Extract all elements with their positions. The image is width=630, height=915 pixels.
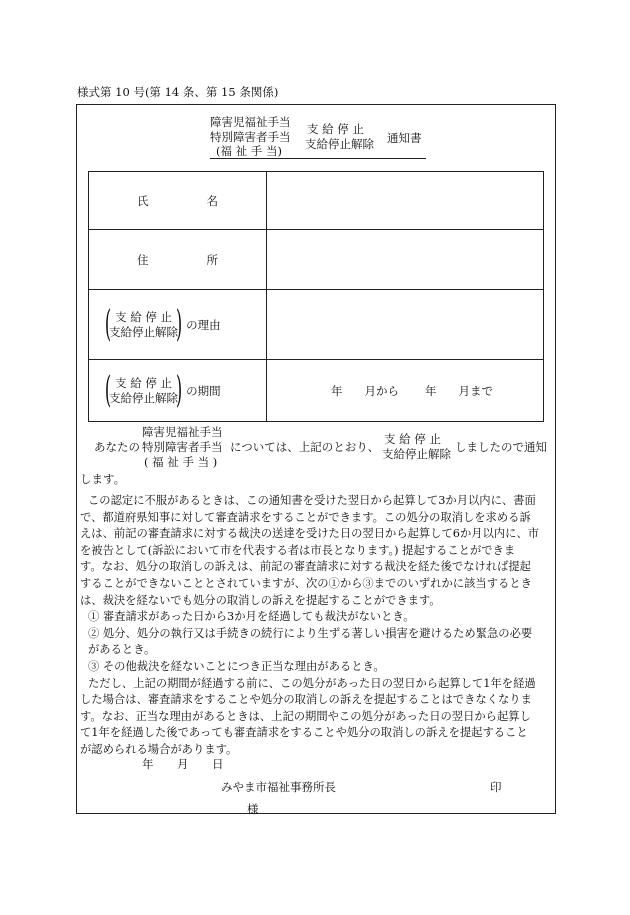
name-label-char-2: 名: [206, 193, 218, 208]
period-value-cell[interactable]: [267, 360, 544, 422]
body-line: す。なお、正当な理由があるときは、上記の期間やこの処分があった日の翌日から起算し: [80, 709, 531, 723]
body-line: した場合は、審査請求をすることや処分の取消しの訴えを提起することはできなくなりま: [80, 693, 532, 707]
reason-label-cell: [89, 290, 267, 360]
body-line: で、都道府県知事に対して審査請求をすることができます。この処分の取消しを求める訴: [80, 510, 531, 524]
period-start-year: 年: [331, 383, 343, 398]
name-value-cell[interactable]: [267, 172, 544, 230]
body-line: ① 審査請求があった日から3か月を経過しても裁決がないとき。: [88, 610, 415, 624]
info-table: [88, 171, 544, 422]
notice-action-2: 支給停止解除: [382, 447, 451, 461]
name-label-char-1: 氏: [137, 193, 149, 208]
body-line: ② 処分、処分の執行又は手続きの続行により生ずる著しい損害を避けるため緊急の必要: [88, 626, 533, 640]
period-end-year: 年: [425, 383, 437, 398]
body-line: することができないこととされていますが、次の①から③までのいずれかに該当するとき: [80, 576, 532, 590]
notice-end: します。: [80, 472, 126, 486]
header-underline: [210, 158, 426, 159]
table-row: [89, 290, 544, 360]
name-label-cell: [89, 172, 267, 230]
header-allowance-2: 特別障害者手当: [210, 129, 291, 144]
header-action-1: 支 給 停 止: [307, 122, 364, 136]
notice-allowance-3: ( 福 祉 手 当 ): [144, 455, 218, 469]
form-number-label: 様式第 10 号(第 14 条、第 15 条関係): [77, 85, 279, 99]
date-year: 年: [142, 757, 154, 771]
table-row: [89, 360, 544, 422]
date-month: 月: [177, 757, 189, 771]
body-line: があるとき。: [88, 643, 156, 657]
recipient-honorific: 様: [247, 802, 259, 816]
address-label-char-1: 住: [137, 252, 149, 267]
period-start-month: 月から: [364, 383, 399, 398]
address-value-cell[interactable]: [267, 230, 544, 290]
body-line: ③ その他裁決を経ないことにつき正当な理由があるとき。: [88, 659, 385, 673]
body-line: が認められる場合があります。: [80, 742, 238, 756]
notice-allowance-1: 障害児福祉手当: [142, 425, 223, 439]
body-line: は、裁決を経ないでも処分の取消しの訴えを提起することができます。: [80, 593, 441, 607]
seal-mark: 印: [490, 780, 502, 794]
reason-suffix: の理由: [186, 317, 221, 332]
reason-option-1: 支 給 停 止: [115, 309, 173, 324]
body-line: ただし、上記の期間が経過する前に、この処分があった日の翌日から起算して1年を経過: [88, 676, 536, 690]
body-line: て1年を経過した後であっても審査請求をすることや処分の取消しの訴えを提起すること: [80, 726, 528, 740]
notice-action-1: 支 給 停 止: [384, 432, 441, 446]
period-option-1: 支 給 停 止: [115, 375, 173, 390]
header-allowance-1: 障害児福祉手当: [210, 115, 291, 129]
period-end-month: 月まで: [458, 383, 493, 398]
header-action-list: [305, 122, 374, 151]
appeal-instructions: [80, 493, 555, 759]
period-suffix: の期間: [186, 383, 221, 398]
address-label-cell: [89, 230, 267, 290]
header-allowance-list: [210, 115, 291, 159]
close-paren-icon: ): [175, 369, 183, 411]
period-option-2: 支給停止解除: [109, 390, 179, 405]
period-label-cell: [89, 360, 267, 422]
notice-allowance-2: 特別障害者手当: [142, 440, 223, 454]
reason-value-cell[interactable]: [267, 290, 544, 360]
address-label-char-2: 所: [206, 252, 218, 267]
open-paren-icon: (: [104, 369, 112, 411]
issuer-name: みやま市福祉事務所長: [221, 780, 336, 794]
table-row: [89, 172, 544, 230]
table-row: [89, 230, 544, 290]
notice-middle: については、上記のとおり、: [230, 440, 380, 454]
open-paren-icon: (: [104, 303, 112, 345]
body-line: を被告として(訴訟において市を代表する者は市長となります。) 提起することができま: [80, 543, 516, 557]
body-line: この認定に不服があるときは、この通知書を受けた翌日から起算して3か月以内に、書面: [88, 494, 536, 507]
body-line: えは、前記の審査請求に対する裁決の送達を受けた日の翌日から起算して6か月以内に、市: [80, 527, 540, 541]
notice-suffix: しましたので通知: [455, 440, 547, 454]
doc-type-title: 通知書: [387, 131, 422, 145]
header-action-2: 支給停止解除: [305, 136, 374, 151]
date-day: 日: [212, 757, 224, 771]
notice-prefix: あなたの: [94, 440, 140, 454]
reason-option-2: 支給停止解除: [109, 324, 179, 339]
body-line: す。なお、処分の取消しの訴えは、前記の審査請求に対する裁決を経た後でなければ提起: [80, 560, 531, 574]
close-paren-icon: ): [175, 303, 183, 345]
header-allowance-3: (福 祉 手 当): [216, 144, 282, 158]
